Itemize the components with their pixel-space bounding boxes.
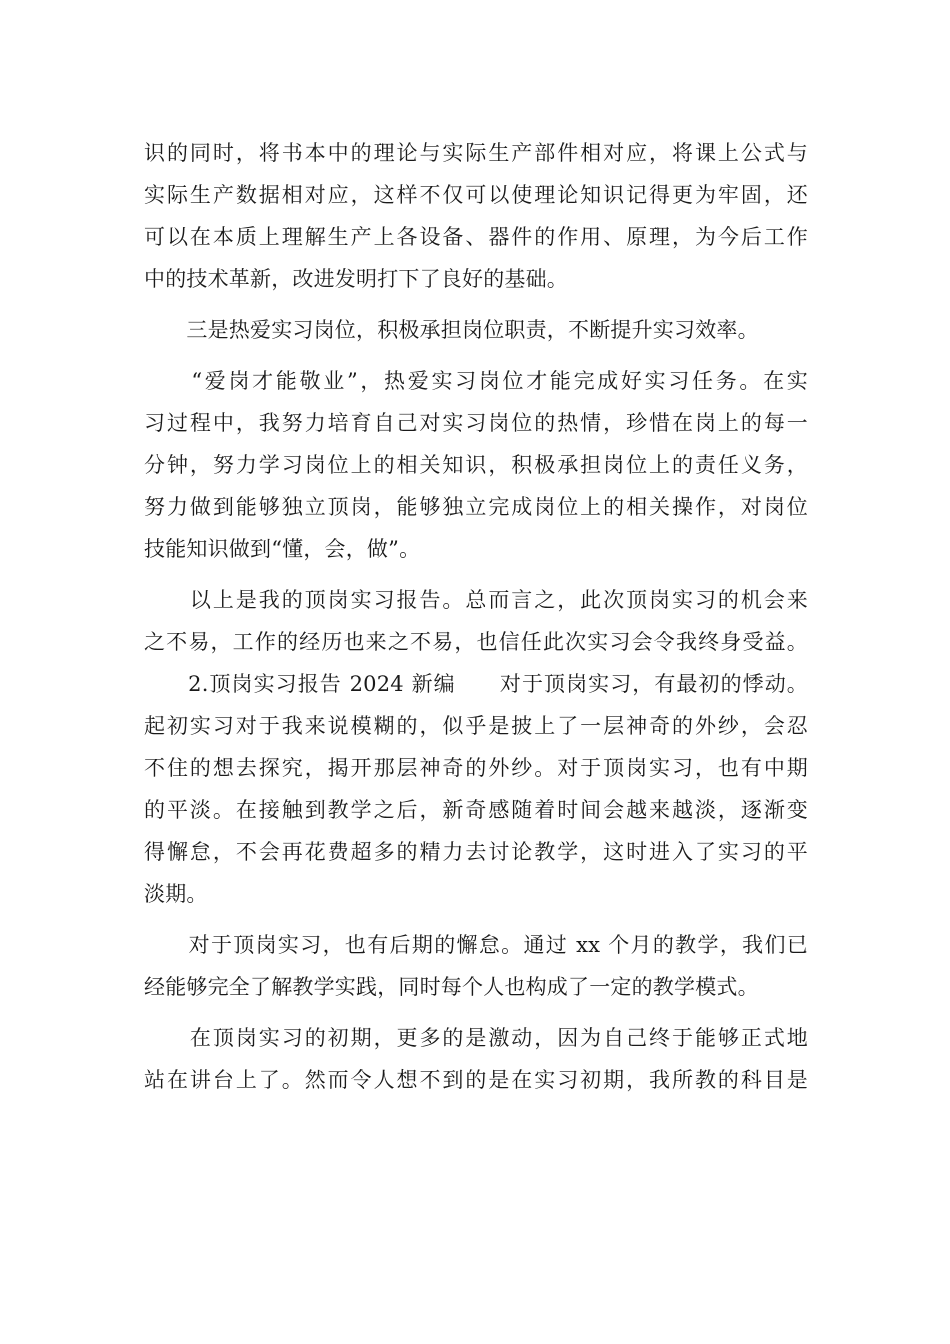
text-line: 习过程中，我努力培育自己对实习岗位的热情，珍惜在岗上的每一 <box>144 411 808 435</box>
text-line: 对于顶岗实习，也有后期的懈怠。通过 xx 个月的教学，我们已 <box>144 933 808 957</box>
text-line: 中的技术革新，改进发明打下了良好的基础。 <box>144 267 568 291</box>
text-line: 努力做到能够独立顶岗，能够独立完成岗位上的相关操作，对岗位 <box>144 495 808 519</box>
text-line: 技能知识做到“懂，会，做”。 <box>144 537 421 561</box>
text-line: “爱岗才能敬业”，热爱实习岗位才能完成好实习任务。在实 <box>144 369 808 393</box>
text-line: 以上是我的顶岗实习报告。总而言之，此次顶岗实习的机会来 <box>144 588 808 612</box>
text-line: 分钟，努力学习岗位上的相关知识，积极承担岗位上的责任义务， <box>144 453 808 477</box>
text-line: 得懈怠，不会再花费超多的精力去讨论教学，这时进入了实习的平 <box>144 840 808 864</box>
text-line: 站在讲台上了。然而令人想不到的是在实习初期，我所教的科目是 <box>144 1068 808 1092</box>
section-heading: 三是热爱实习岗位，积极承担岗位职责，不断提升实习效率。 <box>144 318 759 342</box>
text-line: 起初实习对于我来说模糊的，似乎是披上了一层神奇的外纱，会忍 <box>144 714 808 738</box>
text-line: 之不易，工作的经历也来之不易，也信任此次实习会令我终身受益。 <box>144 630 808 654</box>
text-line: 淡期。 <box>144 882 208 906</box>
text-line: 可以在本质上理解生产上各设备、器件的作用、原理，为今后工作 <box>144 225 808 249</box>
text-line: 在顶岗实习的初期，更多的是激动，因为自己终于能够正式地 <box>144 1026 808 1050</box>
text-line: 2.顶岗实习报告 2024 新编 对于顶岗实习，有最初的悸动。 <box>144 672 808 696</box>
document-body <box>144 132 808 1101</box>
text-line: 不住的想去探究，揭开那层神奇的外纱。对于顶岗实习，也有中期 <box>144 756 808 780</box>
text-line: 识的同时，将书本中的理论与实际生产部件相对应，将课上公式与 <box>144 141 808 165</box>
text-line: 经能够完全了解教学实践，同时每个人也构成了一定的教学模式。 <box>144 975 759 999</box>
text-line: 实际生产数据相对应，这样不仅可以使理论知识记得更为牢固，还 <box>144 183 808 207</box>
text-line: 的平淡。在接触到教学之后，新奇感随着时间会越来越淡，逐渐变 <box>144 798 808 822</box>
